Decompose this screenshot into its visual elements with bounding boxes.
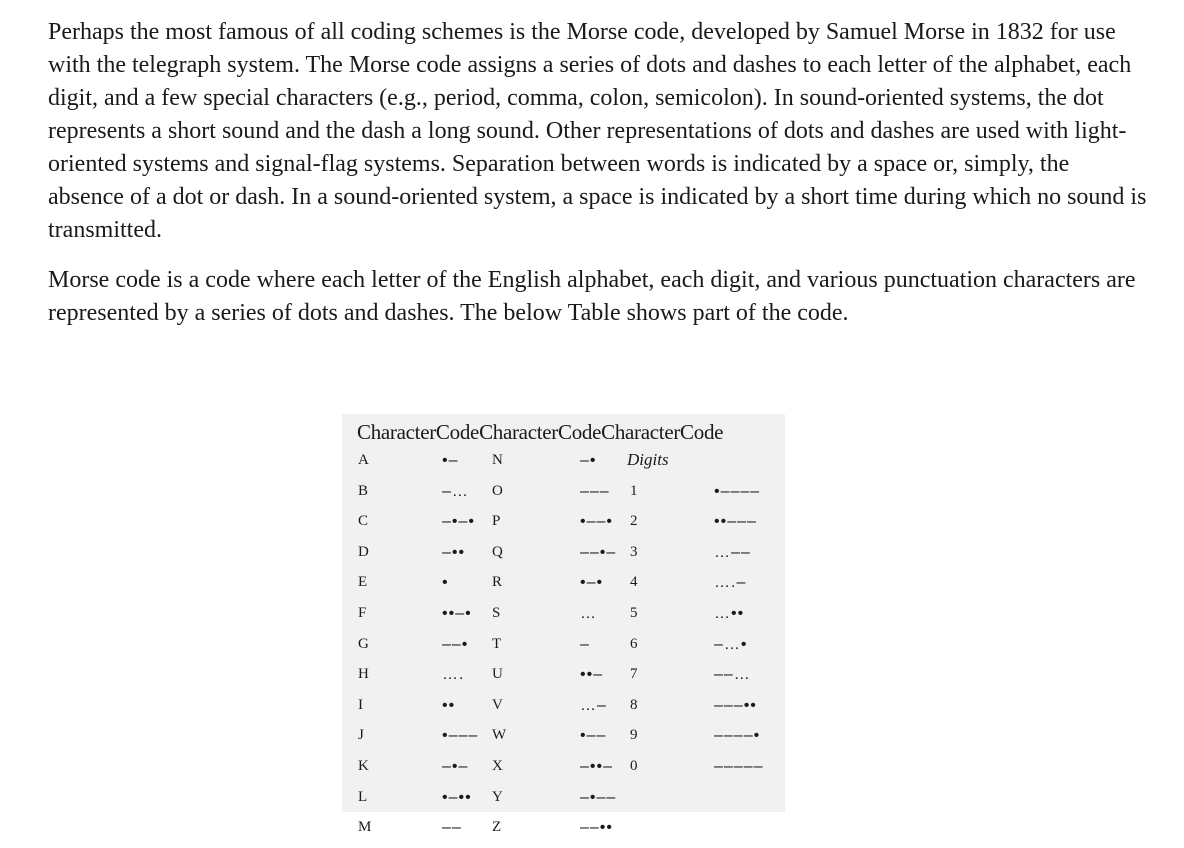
- table-cell-code: •: [442, 574, 449, 592]
- table-cell-character: 6: [630, 635, 638, 652]
- table-cell-character: S: [492, 605, 501, 621]
- table-cell-code: ––––•: [714, 727, 761, 745]
- table-row: [342, 513, 785, 542]
- table-cell-code: ….–: [714, 574, 747, 592]
- table-row: [342, 483, 785, 512]
- table-cell-character: H: [358, 666, 369, 683]
- table-row: [342, 574, 785, 603]
- table-cell-code: ––: [442, 819, 462, 837]
- table-cell-code: ••: [442, 696, 456, 714]
- table-cell-code: ….: [442, 666, 465, 684]
- table-cell-character: 4: [630, 574, 638, 591]
- table-cell-code: ••–•: [442, 605, 472, 622]
- table-cell-code: –•–•: [442, 513, 475, 531]
- table-cell-code: –••: [442, 543, 466, 561]
- table-cell-character: Y: [492, 788, 503, 805]
- table-cell-code: ––…: [714, 666, 751, 684]
- table-row: [342, 636, 785, 665]
- table-cell-code: –…: [442, 482, 469, 500]
- table-cell-code: –•–: [442, 758, 469, 775]
- table-cell-code: •–•: [580, 574, 604, 592]
- table-cell-character: Z: [492, 819, 502, 836]
- table-cell-character: R: [492, 574, 503, 591]
- table-cell-character: E: [358, 574, 368, 591]
- table-cell-character: D: [358, 543, 369, 560]
- table-cell-code: •–••: [442, 788, 472, 806]
- table-cell-code: •––•: [580, 513, 613, 531]
- table-cell-character: W: [492, 727, 507, 744]
- table-cell-code: ••–––: [714, 513, 757, 531]
- digits-label: Digits: [627, 450, 669, 469]
- table-cell-character: B: [358, 482, 369, 499]
- table-cell-code: •–––: [442, 727, 479, 745]
- table-cell-character: T: [492, 635, 502, 652]
- table-cell-code: –––: [580, 482, 610, 500]
- table-cell-character: O: [492, 482, 503, 499]
- table-cell-character: I: [358, 696, 363, 713]
- table-cell-code: …••: [714, 605, 745, 622]
- header-character-1: Character: [357, 420, 436, 444]
- table-cell-code: •––: [580, 727, 607, 745]
- table-cell-character: C: [358, 513, 369, 530]
- table-cell-code: ––•: [442, 635, 469, 653]
- table-cell-code: –••–: [580, 758, 613, 775]
- table-cell-code: •–: [442, 452, 459, 469]
- table-cell-character: U: [492, 666, 503, 683]
- table-intro-paragraph: Morse code is a code where each letter of the English alphabet, each digit, and various punctuation characters are represented by a series of dots and dashes. The below Table shows part of the code.: [48, 267, 1136, 326]
- table-cell-character: K: [358, 758, 369, 774]
- table-cell-character: 9: [630, 727, 638, 744]
- table-cell-character: 2: [630, 513, 638, 530]
- table-cell-code: ––•–: [580, 543, 617, 561]
- table-row: [342, 727, 785, 756]
- table-cell-character: 3: [630, 543, 638, 560]
- table-cell-character: 0: [630, 758, 638, 774]
- table-cell-character: M: [358, 819, 372, 836]
- table-row: [342, 544, 785, 573]
- document-body: [48, 16, 1148, 330]
- header-code-2: Code: [557, 420, 602, 444]
- table-cell-character: 1: [630, 482, 638, 499]
- table-row: [342, 452, 785, 481]
- header-character-2: Character: [479, 420, 558, 444]
- table-cell-code: –•: [580, 452, 597, 469]
- table-cell-code: ••–: [580, 666, 604, 684]
- table-cell-character: 8: [630, 696, 638, 713]
- table-cell-character: F: [358, 605, 367, 621]
- table-cell-code: –: [580, 635, 590, 653]
- table-cell-code: –––••: [714, 696, 757, 714]
- table-cell-character: 7: [630, 666, 638, 683]
- table-row: [342, 605, 785, 634]
- table-header-row: [357, 420, 723, 445]
- header-code-1: Code: [435, 420, 480, 444]
- table-row: [342, 789, 785, 818]
- table-cell-character: J: [358, 727, 364, 744]
- table-cell-code: …–: [580, 696, 607, 714]
- table-row: [342, 666, 785, 695]
- table-cell-character: N: [492, 452, 503, 468]
- header-character-3: Character: [601, 420, 681, 444]
- table-cell-code: ––••: [580, 819, 613, 837]
- table-cell-code: •––––: [714, 482, 761, 500]
- table-cell-character: 5: [630, 605, 638, 621]
- table-cell-character: L: [358, 788, 368, 805]
- table-cell-code: –•––: [580, 788, 617, 806]
- intro-paragraph: Perhaps the most famous of all coding schemes is the Morse code, developed by Samuel Morse in 1832 for use with the telegraph system. The Morse code assigns a series of dots and dashes to each letter of the alphabet, each digit, and a few special characters (e.g., period, comma, colon, semicolon). In sound-oriented systems, the dot represents a short sound and the dash a long sound. Other representations of dots and dashes are used with light-oriented systems and signal-flag systems. Separation between words is indicated by a space or, simply, the absence of a dot or dash. In a sound-oriented system, a space is indicated by a short time during which no sound is transmitted.: [48, 19, 1147, 243]
- table-cell-code: …––: [714, 543, 751, 561]
- table-cell-character: X: [492, 758, 503, 774]
- table-cell-character: V: [492, 696, 503, 713]
- morse-code-table: [342, 414, 785, 837]
- table-cell-character: G: [358, 635, 369, 652]
- table-row: [342, 758, 785, 787]
- table-cell-code: …: [580, 605, 597, 622]
- table-row: [342, 819, 785, 848]
- table-cell-character: Q: [492, 543, 503, 560]
- table-row: [342, 697, 785, 726]
- table-cell-character: A: [358, 452, 369, 468]
- header-code-3: Code: [680, 420, 724, 444]
- table-cell-code: –…•: [714, 635, 748, 653]
- table-cell-code: –––––: [714, 758, 764, 775]
- table-cell-character: P: [492, 513, 501, 530]
